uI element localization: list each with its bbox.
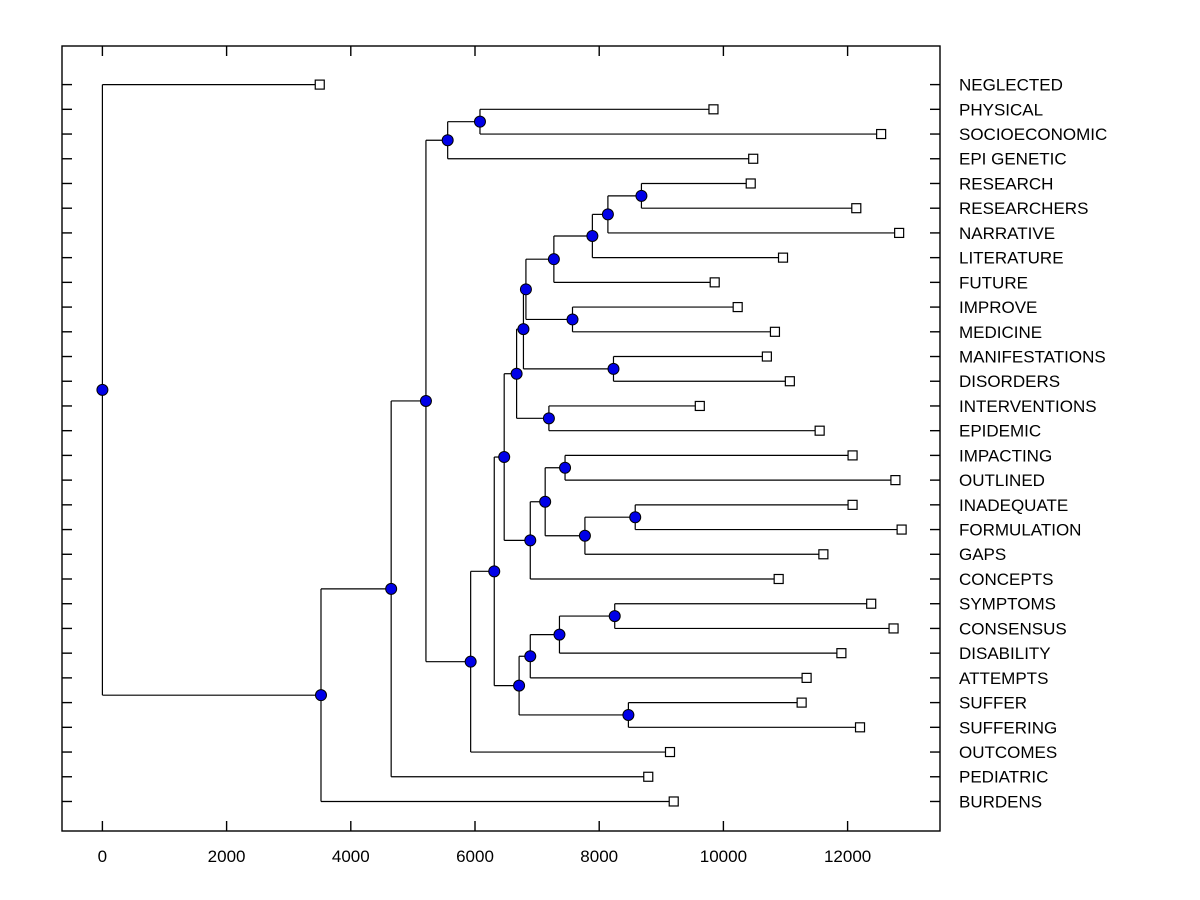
x-tick-label: 0 — [97, 847, 108, 866]
leaf-label-concepts[interactable]: CONCEPTS — [959, 569, 1054, 589]
leaf-label-impacting[interactable]: IMPACTING — [959, 446, 1053, 466]
x-tick-label: 10000 — [699, 847, 748, 866]
branch-node[interactable] — [602, 209, 613, 220]
leaf-label-formulation[interactable]: FORMULATION — [959, 520, 1082, 540]
leaf-marker-gaps[interactable] — [819, 550, 828, 559]
leaf-marker-medicine[interactable] — [770, 327, 779, 336]
leaf-label-narrative[interactable]: NARRATIVE — [959, 223, 1056, 243]
leaf-marker-future[interactable] — [710, 278, 719, 287]
leaf-marker-pediatric[interactable] — [644, 772, 653, 781]
leaf-label-manifestations[interactable]: MANIFESTATIONS — [959, 347, 1106, 367]
branch-node[interactable] — [499, 452, 510, 463]
leaf-label-researchers[interactable]: RESEARCHERS — [959, 199, 1089, 219]
leaf-marker-interventions[interactable] — [695, 401, 704, 410]
leaf-marker-physical[interactable] — [709, 105, 718, 114]
branch-node[interactable] — [520, 284, 531, 295]
leaf-label-socioeconomic[interactable]: SOCIOECONOMIC — [959, 124, 1108, 144]
branch-node[interactable] — [525, 535, 536, 546]
branch-node[interactable] — [630, 512, 641, 523]
x-tick-label: 6000 — [456, 847, 494, 866]
leaf-label-outcomes[interactable]: OUTCOMES — [959, 742, 1058, 762]
branch-node[interactable] — [489, 566, 500, 577]
branch-node[interactable] — [97, 384, 108, 395]
leaf-label-improve[interactable]: IMPROVE — [959, 298, 1038, 318]
leaf-marker-improve[interactable] — [733, 303, 742, 312]
branch-node[interactable] — [525, 651, 536, 662]
leaf-label-epi-genetic[interactable]: EPI GENETIC — [959, 149, 1067, 169]
leaf-marker-impacting[interactable] — [848, 451, 857, 460]
leaf-label-gaps[interactable]: GAPS — [959, 545, 1007, 565]
x-tick-label: 8000 — [580, 847, 619, 866]
branch-node[interactable] — [609, 611, 620, 622]
leaf-label-suffering[interactable]: SUFFERING — [959, 718, 1058, 738]
branch-node[interactable] — [465, 656, 476, 667]
leaf-label-disability[interactable]: DISABILITY — [959, 644, 1051, 664]
branch-node[interactable] — [511, 368, 522, 379]
leaf-marker-research[interactable] — [746, 179, 755, 188]
leaf-label-consensus[interactable]: CONSENSUS — [959, 619, 1067, 639]
branch-node[interactable] — [560, 462, 571, 473]
leaf-label-burdens[interactable]: BURDENS — [959, 792, 1043, 812]
leaf-label-pediatric[interactable]: PEDIATRIC — [959, 767, 1049, 787]
leaf-marker-attempts[interactable] — [802, 673, 811, 682]
leaf-label-epidemic[interactable]: EPIDEMIC — [959, 421, 1042, 441]
leaf-marker-consensus[interactable] — [889, 624, 898, 633]
branch-node[interactable] — [623, 709, 634, 720]
leaf-marker-burdens[interactable] — [669, 797, 678, 806]
leaf-label-research[interactable]: RESEARCH — [959, 174, 1054, 194]
leaf-marker-suffering[interactable] — [856, 723, 865, 732]
leaf-marker-literature[interactable] — [779, 253, 788, 262]
branch-node[interactable] — [548, 254, 559, 265]
leaf-marker-narrative[interactable] — [895, 228, 904, 237]
branch-node[interactable] — [386, 583, 397, 594]
leaf-marker-disability[interactable] — [837, 649, 846, 658]
branch-node[interactable] — [554, 629, 565, 640]
leaf-marker-epidemic[interactable] — [815, 426, 824, 435]
branch-node[interactable] — [608, 363, 619, 374]
leaf-marker-outlined[interactable] — [891, 476, 900, 485]
leaf-label-symptoms[interactable]: SYMPTOMS — [959, 594, 1056, 614]
leaf-marker-epi-genetic[interactable] — [749, 154, 758, 163]
branch-node[interactable] — [474, 116, 485, 127]
branch-node[interactable] — [442, 135, 453, 146]
x-tick-label: 2000 — [207, 847, 246, 866]
leaf-marker-outcomes[interactable] — [665, 748, 674, 757]
branch-node[interactable] — [636, 190, 647, 201]
leaf-marker-neglected[interactable] — [315, 80, 324, 89]
leaf-marker-disorders[interactable] — [785, 377, 794, 386]
leaf-marker-socioeconomic[interactable] — [877, 130, 886, 139]
leaf-marker-suffer[interactable] — [797, 698, 806, 707]
leaf-marker-manifestations[interactable] — [762, 352, 771, 361]
leaf-label-physical[interactable]: PHYSICAL — [959, 100, 1044, 120]
leaf-marker-formulation[interactable] — [897, 525, 906, 534]
plot-box — [62, 46, 940, 831]
branch-node[interactable] — [518, 324, 529, 335]
leaf-label-neglected[interactable]: NEGLECTED — [959, 75, 1063, 95]
x-tick-label: 12000 — [823, 847, 872, 866]
x-tick-label: 4000 — [331, 847, 370, 866]
branch-node[interactable] — [514, 680, 525, 691]
leaf-marker-researchers[interactable] — [852, 204, 861, 213]
leaf-marker-concepts[interactable] — [774, 575, 783, 584]
leaf-label-interventions[interactable]: INTERVENTIONS — [959, 396, 1097, 416]
branch-node[interactable] — [315, 690, 326, 701]
leaf-label-literature[interactable]: LITERATURE — [959, 248, 1064, 268]
branch-node[interactable] — [567, 314, 578, 325]
branch-node[interactable] — [540, 496, 551, 507]
leaf-label-outlined[interactable]: OUTLINED — [959, 471, 1045, 491]
leaf-label-future[interactable]: FUTURE — [959, 273, 1028, 293]
leaf-label-inadequate[interactable]: INADEQUATE — [959, 495, 1069, 515]
branch-node[interactable] — [420, 395, 431, 406]
leaf-label-attempts[interactable]: ATTEMPTS — [959, 668, 1049, 688]
leaf-label-suffer[interactable]: SUFFER — [959, 693, 1027, 713]
leaf-label-medicine[interactable]: MEDICINE — [959, 322, 1043, 342]
leaf-marker-inadequate[interactable] — [848, 500, 857, 509]
branch-node[interactable] — [587, 231, 598, 242]
leaf-marker-symptoms[interactable] — [867, 599, 876, 608]
branch-node[interactable] — [579, 530, 590, 541]
leaf-label-disorders[interactable]: DISORDERS — [959, 372, 1061, 392]
branch-node[interactable] — [543, 413, 554, 424]
